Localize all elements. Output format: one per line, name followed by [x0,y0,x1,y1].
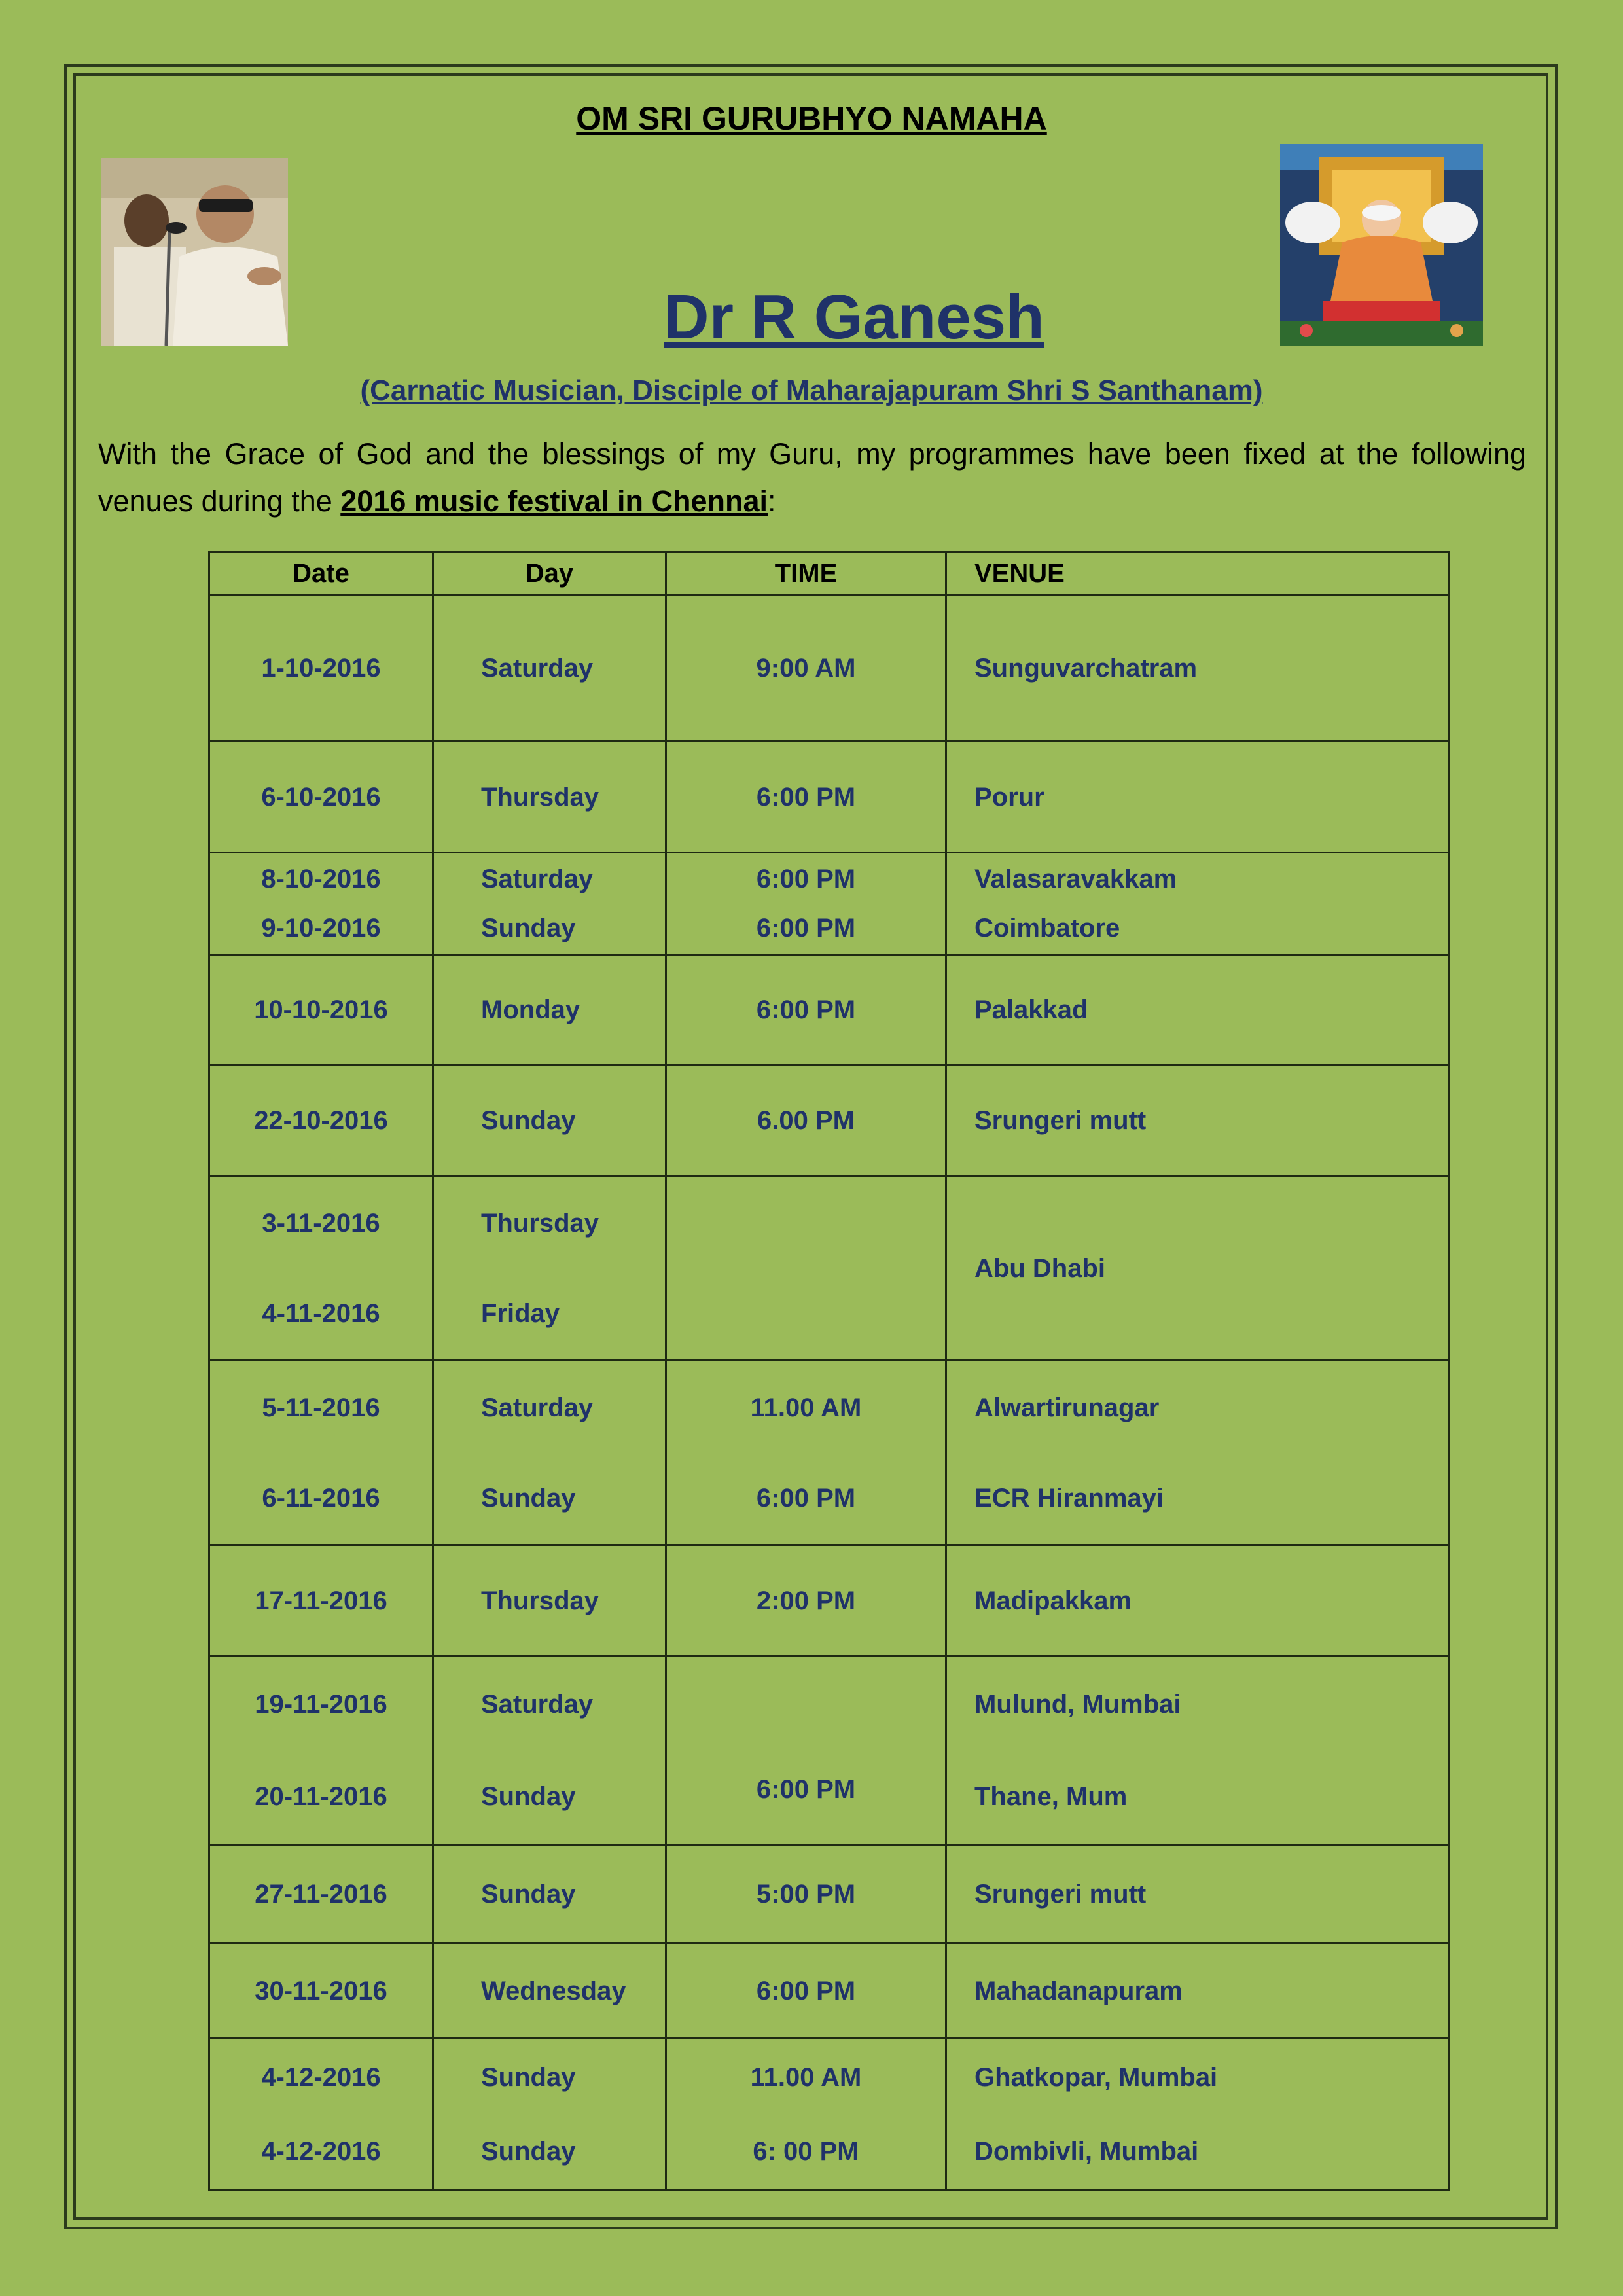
header-time: TIME [666,552,946,595]
table-header-row [209,552,1449,595]
day-cell-text: Saturday [481,1690,594,1719]
schedule-table [208,551,1450,2191]
day-cell [433,1545,666,1657]
time-cell [666,1845,946,1943]
intro-end: : [768,484,776,518]
time-cell-text: 6:00 PM [756,782,856,812]
time-cell-text: 6:00 PM [756,1775,856,1804]
time-cell-text: 6:00 PM [756,1976,856,2005]
venue-cell [946,1361,1449,1545]
venue-cell-text: Porur [974,782,1044,812]
day-cell-text: Wednesday [481,1976,626,2005]
day-cell-text: Saturday [481,653,594,683]
date-cell [209,2039,433,2191]
musician-name: Dr R Ganesh [664,282,1044,352]
day-cell-text: Thursday [481,1586,599,1615]
day-cell [433,595,666,742]
time-cell-text: 6:00 PM [756,1483,856,1513]
table-row [209,1361,1449,1545]
day-cell-text: Sunday [481,1782,576,1811]
date-cell [209,1545,433,1657]
time-cell-text: 6:00 PM [756,914,856,942]
time-cell-text: 11.00 AM [750,2063,862,2092]
time-cell [666,1065,946,1176]
date-cell-text: 19-11-2016 [255,1690,387,1719]
venue-cell [946,742,1449,853]
date-cell-text: 6-10-2016 [261,782,381,812]
date-cell-text: 10-10-2016 [254,995,388,1024]
day-cell-text: Sunday [481,914,576,942]
header-venue: VENUE [946,552,1449,595]
time-cell [666,1176,946,1361]
day-cell-text: Monday [481,995,580,1024]
day-cell-text: Sunday [481,2137,576,2166]
date-cell-text: 4-11-2016 [262,1299,380,1328]
table-row [209,1943,1449,2039]
day-cell-text: Sunday [481,1105,576,1135]
time-cell-text: 6: 00 PM [753,2137,859,2166]
venue-cell-text: Valasaravakkam [974,865,1177,893]
day-cell-text: Saturday [481,865,594,893]
day-cell [433,1176,666,1361]
time-cell-text: 11.00 AM [750,1393,862,1422]
time-cell-text: 2:00 PM [756,1586,856,1615]
time-cell-text: 6:00 PM [756,995,856,1024]
day-cell-text: Thursday [481,782,599,812]
time-cell [666,2039,946,2191]
date-cell [209,1943,433,2039]
date-cell-text: 8-10-2016 [261,865,381,893]
table-row [209,1657,1449,1845]
day-cell [433,1657,666,1845]
day-cell [433,1065,666,1176]
venue-cell [946,1657,1449,1845]
date-cell [209,742,433,853]
date-cell-text: 1-10-2016 [261,653,381,683]
intro-text: With the Grace of God and the blessings of my Guru, my programmes have been fixed at the following venues during the [98,437,1526,518]
intro-paragraph [98,431,1526,525]
venue-cell-text: Ghatkopar, Mumbai [974,2063,1218,2092]
time-cell [666,1657,946,1845]
venue-cell-text: Palakkad [974,995,1088,1024]
table-row [209,1176,1449,1361]
time-cell [666,1545,946,1657]
day-cell-text: Friday [481,1299,560,1328]
venue-cell-text: Alwartirunagar [974,1393,1160,1422]
day-cell [433,955,666,1065]
venue-cell [946,2039,1449,2191]
date-cell-text: 4-12-2016 [261,2063,381,2092]
venue-cell-text: Mulund, Mumbai [974,1690,1181,1719]
day-cell [433,742,666,853]
time-cell-text: 9:00 AM [756,653,856,683]
venue-cell [946,595,1449,742]
date-cell-text: 17-11-2016 [255,1586,387,1615]
venue-cell [946,1065,1449,1176]
table-row [209,2039,1449,2191]
day-cell-text: Sunday [481,1483,576,1513]
table-row [209,742,1449,853]
venue-cell-text: Mahadanapuram [974,1976,1183,2005]
day-cell-text: Thursday [481,1208,599,1238]
day-cell [433,1361,666,1545]
festival-emphasis: 2016 music festival in Chennai [340,484,768,518]
date-cell [209,1176,433,1361]
musician-description: (Carnatic Musician, Disciple of Maharajapuram Shri S Santhanam) [360,374,1263,406]
day-cell [433,1943,666,2039]
time-cell [666,1361,946,1545]
date-cell-text: 4-12-2016 [261,2137,381,2166]
table-row [209,1545,1449,1657]
venue-cell-text: Sunguvarchatram [974,653,1198,683]
date-cell-text: 20-11-2016 [255,1782,387,1811]
day-cell-text: Saturday [481,1393,594,1422]
date-cell-text: 3-11-2016 [262,1208,380,1238]
time-cell [666,595,946,742]
header-date: Date [209,552,433,595]
venue-cell-text: Srungeri mutt [974,1105,1147,1135]
venue-cell-text: Madipakkam [974,1586,1132,1615]
time-cell [666,1943,946,2039]
time-cell [666,853,946,955]
date-cell-text: 30-11-2016 [255,1976,387,2005]
table-row [209,595,1449,742]
venue-cell [946,1943,1449,2039]
date-cell [209,1361,433,1545]
date-cell [209,1065,433,1176]
date-cell [209,1657,433,1845]
table-row [209,1845,1449,1943]
date-cell-text: 6-11-2016 [262,1483,380,1513]
venue-cell-text: Thane, Mum [974,1782,1128,1811]
table-row [209,853,1449,955]
table-row [209,1065,1449,1176]
date-cell-text: 22-10-2016 [254,1105,388,1135]
time-cell-text: 6.00 PM [757,1105,855,1135]
venue-cell-text: ECR Hiranmayi [974,1483,1164,1513]
venue-cell [946,853,1449,955]
day-cell-text: Sunday [481,1879,576,1909]
table-row [209,955,1449,1065]
date-cell-text: 27-11-2016 [255,1879,387,1909]
venue-cell [946,955,1449,1065]
day-cell-text: Sunday [481,2063,576,2092]
venue-cell-text: Abu Dhabi [974,1253,1105,1283]
venue-cell [946,1545,1449,1657]
date-cell-text: 5-11-2016 [262,1393,380,1422]
venue-cell-text: Coimbatore [974,914,1120,942]
time-cell [666,955,946,1065]
date-cell [209,853,433,955]
day-cell [433,1845,666,1943]
header-day: Day [433,552,666,595]
date-cell-text: 9-10-2016 [261,914,381,942]
date-cell [209,1845,433,1943]
time-cell-text: 5:00 PM [756,1879,856,1909]
time-cell [666,742,946,853]
venue-cell-text: Srungeri mutt [974,1879,1147,1909]
date-cell [209,595,433,742]
date-cell [209,955,433,1065]
invocation-heading: OM SRI GURUBHYO NAMAHA [576,100,1047,137]
venue-cell [946,1845,1449,1943]
day-cell [433,2039,666,2191]
venue-cell-text: Dombivli, Mumbai [974,2137,1199,2166]
venue-cell [946,1176,1449,1361]
time-cell-text: 6:00 PM [756,865,856,893]
day-cell [433,853,666,955]
